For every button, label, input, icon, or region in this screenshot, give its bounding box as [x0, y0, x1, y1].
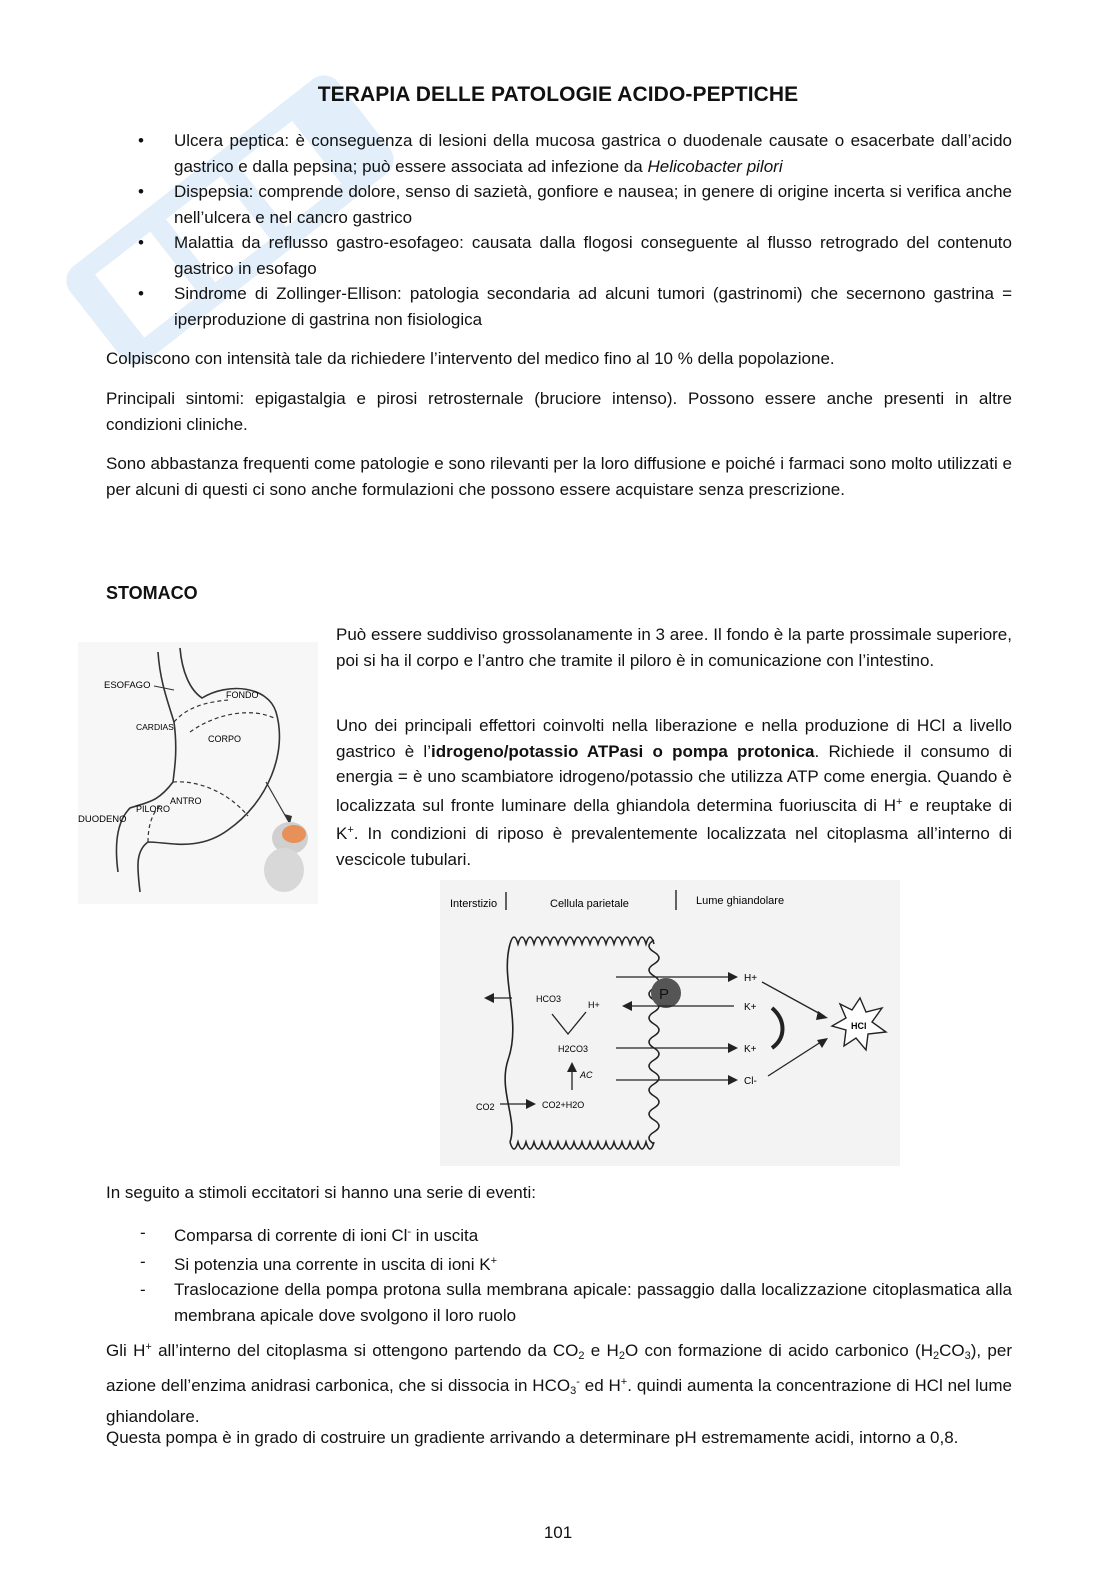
events-list	[106, 1220, 1012, 1328]
page-number: 101	[543, 1523, 573, 1542]
svg-text:HCl: HCl	[851, 1021, 867, 1031]
svg-text:K+: K+	[744, 1002, 757, 1013]
svg-text:Cellula parietale: Cellula parietale	[550, 898, 629, 910]
svg-text:H2CO3: H2CO3	[558, 1044, 589, 1054]
list-item: • Malattia da reflusso gastro-esofageo: causata dalla flogosi conseguente al flusso retrogrado del contenuto gastrico in esofago	[106, 230, 1012, 281]
svg-text:PILORO: PILORO	[136, 804, 171, 814]
svg-text:Lume ghiandolare: Lume ghiandolare	[696, 895, 785, 907]
list-item: - Si potenzia una corrente in uscita di ioni K+	[106, 1249, 1012, 1278]
section-heading: STOMACO	[106, 583, 198, 603]
page-title: TERAPIA DELLE PATOLOGIE ACIDO-PEPTICHE	[317, 83, 799, 106]
svg-text:Interstizio: Interstizio	[450, 898, 498, 910]
paragraph-gradient: Questa pompa è in grado di costruire un gradiente arrivando a determinare pH estremamente acidi, intorno a 0,8.	[106, 1428, 959, 1447]
paragraph-symptoms: Principali sintomi: epigastalgia e pirosi retrosternale (bruciore intenso). Possono essere anche presenti in altre condizioni cliniche.	[106, 389, 1012, 434]
list-item: - Traslocazione della pompa protona sulla membrana apicale: passaggio dalla localizzazione citoplasmatica alla membrana apicale dove svolgono il loro ruolo	[106, 1277, 1012, 1328]
svg-text:Cl-: Cl-	[744, 1076, 757, 1087]
svg-text:CO2+H2O: CO2+H2O	[542, 1100, 585, 1110]
svg-text:K+: K+	[744, 1044, 757, 1055]
paragraph-incidence: Colpiscono con intensità tale da richiedere l’intervento del medico fino al 10 % della popolazione.	[106, 349, 835, 368]
svg-text:AC: AC	[580, 1070, 593, 1080]
stomach-diagram	[78, 642, 318, 904]
list-item: • Dispepsia: comprende dolore, senso di sazietà, gonfiore e nausea; in genere di origine incerta si verifica anche nell’ulcera e nel cancro gastrico	[106, 179, 1012, 230]
svg-text:ANTRO: ANTRO	[170, 796, 202, 806]
paragraph-frequency: Sono abbastanza frequenti come patologie e sono rilevanti per la loro diffusione e poiché i farmaci sono molto utilizzati e per alcuni di questi ci sono anche formulazioni che possono essere acquistare senza prescrizione.	[106, 454, 1012, 499]
svg-text:DUODENO: DUODENO	[78, 814, 127, 825]
paragraph-events-intro: In seguito a stimoli eccitatori si hanno una serie di eventi:	[106, 1183, 536, 1202]
svg-text:ESOFAGO: ESOFAGO	[104, 680, 151, 691]
svg-text:CARDIAS: CARDIAS	[136, 722, 174, 732]
pathology-list	[106, 128, 1012, 332]
paragraph-h-formation: Gli H+ all’interno del citoplasma si ottengono partendo da $CO_2$ e $H_2O$ con formazione di acido carbonico $(H_2CO_3)$, per azione dell’enzima anidrasi carbonica, che si dissocia in $HCO_3^-$ ed H+. quindi aumenta la concentrazione di HCl nel lume ghiandolare.	[106, 1341, 1013, 1426]
paragraph-proton-pump: Uno dei principali effettori coinvolti nella liberazione e nella produzione di HCl a livello gastrico è l’idrogeno/potassio ATPasi o pompa protonica. Richiede il consumo di energia = è uno scambiatore idrogeno/potassio che utilizza ATP come energia. Quando è localizzata sul fronte luminare della ghiandola determina fuoriuscita di H+ e reuptake di K+. In condizioni di riposo è prevalentemente localizzata nel citoplasma all’interno di vescicole tubulari.	[336, 716, 1013, 869]
svg-text:CORPO: CORPO	[208, 734, 242, 744]
list-item: • Ulcera peptica: è conseguenza di lesioni della mucosa gastrica o duodenale causate o esacerbate dall’acido gastrico e dalla pepsina; può essere associata ad infezione da Helicobacter pilori	[106, 128, 1012, 179]
svg-text:HCO3: HCO3	[536, 994, 562, 1004]
list-item: • Sindrome di Zollinger-Ellison: patologia secondaria ad alcuni tumori (gastrinomi) che secernono gastrina = iperproduzione di gastrina non fisiologica	[106, 281, 1012, 332]
svg-text:CO2: CO2	[476, 1102, 495, 1112]
svg-text:FONDO: FONDO	[226, 690, 259, 700]
paragraph-stomach-areas: Può essere suddiviso grossolanamente in 3 aree. Il fondo è la parte prossimale superiore, poi si ha il corpo e l’antro che tramite il piloro è in comunicazione con l’intestino.	[336, 625, 1012, 670]
svg-text:H+: H+	[588, 1000, 600, 1010]
parietal-cell-diagram	[440, 880, 900, 1166]
svg-text:P: P	[659, 986, 670, 1003]
svg-text:H+: H+	[744, 973, 758, 984]
list-item: - Comparsa di corrente di ioni Cl- in uscita	[106, 1220, 1012, 1249]
